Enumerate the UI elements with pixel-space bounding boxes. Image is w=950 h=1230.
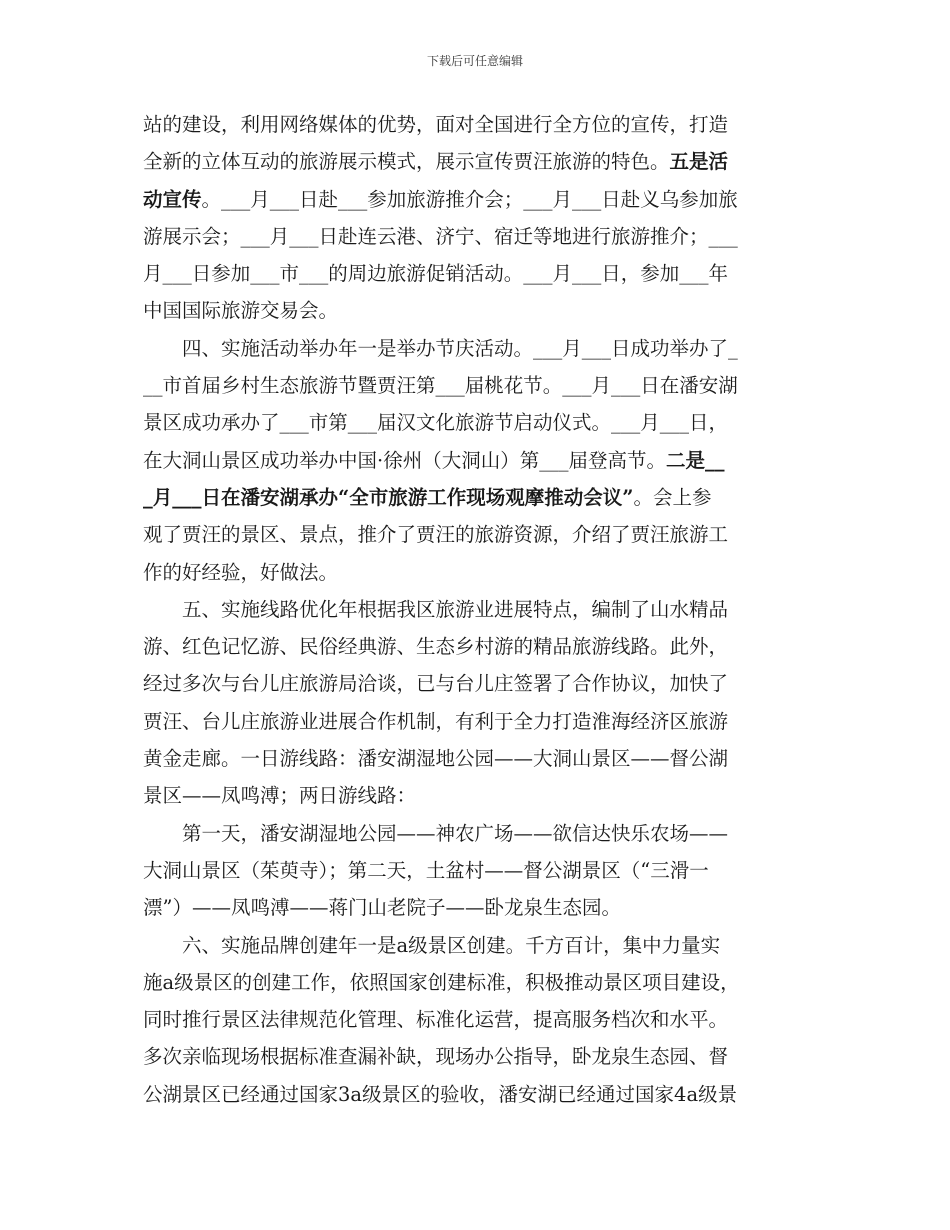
text-line (143, 479, 811, 516)
text-run: 经过多次与台儿庄旅游局洽谈，已与台儿庄签署了合作协议，加快了 (143, 672, 729, 696)
text-run: 多次亲临现场根据标准查漏补缺，现场办公指导，卧龙泉生态园、督 (143, 1045, 729, 1069)
text-line (143, 665, 811, 702)
text-run: 漂”）——凤鸣溥——蒋门山老院子——卧龙泉生态园。 (143, 896, 621, 920)
text-line (143, 292, 811, 329)
text-line (143, 516, 811, 553)
text-line (143, 964, 811, 1001)
text-run: 六、实施品牌创建年一是a级景区创建。千方百计，集中力量实 (182, 933, 721, 957)
text-run: 作的好经验，好做法。 (143, 560, 339, 584)
text-line (143, 218, 811, 255)
paragraph (143, 330, 811, 591)
text-line (143, 777, 811, 814)
bold-text: 二是__ (665, 448, 725, 472)
paragraph (143, 815, 811, 927)
text-run: 月___日参加___市___的周边旅游促销活动。___月___日，参加___年 (143, 262, 729, 286)
text-line (143, 143, 811, 180)
text-run: 大洞山景区（茱萸寺）；第二天，土盆村——督公湖景区（“三滑一 (143, 858, 709, 882)
text-line (143, 1076, 811, 1113)
text-line (143, 591, 811, 628)
text-line (143, 815, 811, 852)
text-run: 在大洞山景区成功举办中国·徐州（大洞山）第___届登高节。 (143, 448, 666, 472)
text-run: 景区成功承办了___市第___届汉文化旅游节启动仪式。___月___日， (143, 411, 729, 435)
text-run: 第一天，潘安湖湿地公园——神农广场——欲信达快乐农场—— (182, 821, 729, 845)
page-header: 下载后可任意编辑 (426, 54, 523, 68)
bold-text: 动宣传 (143, 187, 202, 211)
text-line (143, 442, 811, 479)
text-line (143, 1001, 811, 1038)
text-run: 公湖景区已经通过国家3a级景区的验收，潘安湖已经通过国家4a级景 (143, 1082, 738, 1106)
text-line (143, 554, 811, 591)
text-line (143, 181, 811, 218)
text-run: 全新的立体互动的旅游展示模式，展示宣传贾汪旅游的特色。 (143, 150, 670, 174)
text-run: 四、实施活动举办年一是举办节庆活动。___月___日成功举办了_ (182, 336, 738, 360)
text-line (143, 330, 811, 367)
text-run: 游、红色记忆游、民俗经典游、生态乡村游的精品旅游线路。此外， (143, 635, 729, 659)
text-run: 中国国际旅游交易会。 (143, 299, 339, 323)
text-line (143, 740, 811, 777)
paragraph (143, 591, 811, 815)
text-run: 。会上参 (633, 485, 712, 509)
text-run: 贾汪、台儿庄旅游业进展合作机制，有利于全力打造淮海经济区旅游 (143, 709, 729, 733)
bold-text: 五是活 (669, 150, 729, 174)
text-line (143, 703, 811, 740)
paragraph (143, 927, 811, 1113)
text-run: 。___月___日赴___参加旅游推介会；___月___日赴义乌参加旅 (201, 187, 738, 211)
text-run: 五、实施线路优化年根据我区旅游业进展特点，编制了山水精品 (182, 597, 729, 621)
text-run: __市首届乡村生态旅游节暨贾汪第___届桃花节。___月___日在潘安湖 (143, 374, 738, 398)
bold-text: _月___日在潘安湖承办“全市旅游工作现场观摩推动会议” (143, 485, 634, 509)
document-body (143, 106, 811, 1113)
paragraph (143, 106, 811, 330)
text-run: 施a级景区的创建工作，依照国家创建标准，积极推动景区项目建设， (143, 970, 740, 994)
text-line (143, 106, 811, 143)
text-line (143, 927, 811, 964)
text-line (143, 852, 811, 889)
text-run: 黄金走廊。一日游线路：潘安湖湿地公园——大洞山景区——督公湖 (143, 747, 729, 771)
text-line (143, 1038, 811, 1075)
text-run: 景区——凤鸣溥；两日游线路： (143, 784, 417, 808)
text-run: 观了贾汪的景区、景点，推介了贾汪的旅游资源，介绍了贾汪旅游工 (143, 523, 729, 547)
text-line (143, 628, 811, 665)
text-line (143, 404, 811, 441)
text-line (143, 255, 811, 292)
text-line (143, 367, 811, 404)
text-run: 同时推行景区法律规范化管理、标准化运营，提高服务档次和水平。 (143, 1008, 729, 1032)
text-line (143, 889, 811, 926)
text-run: 游展示会；___月___日赴连云港、济宁、宿迁等地进行旅游推介；___ (143, 224, 738, 248)
text-run: 站的建设，利用网络媒体的优势，面对全国进行全方位的宣传，打造 (143, 113, 729, 136)
